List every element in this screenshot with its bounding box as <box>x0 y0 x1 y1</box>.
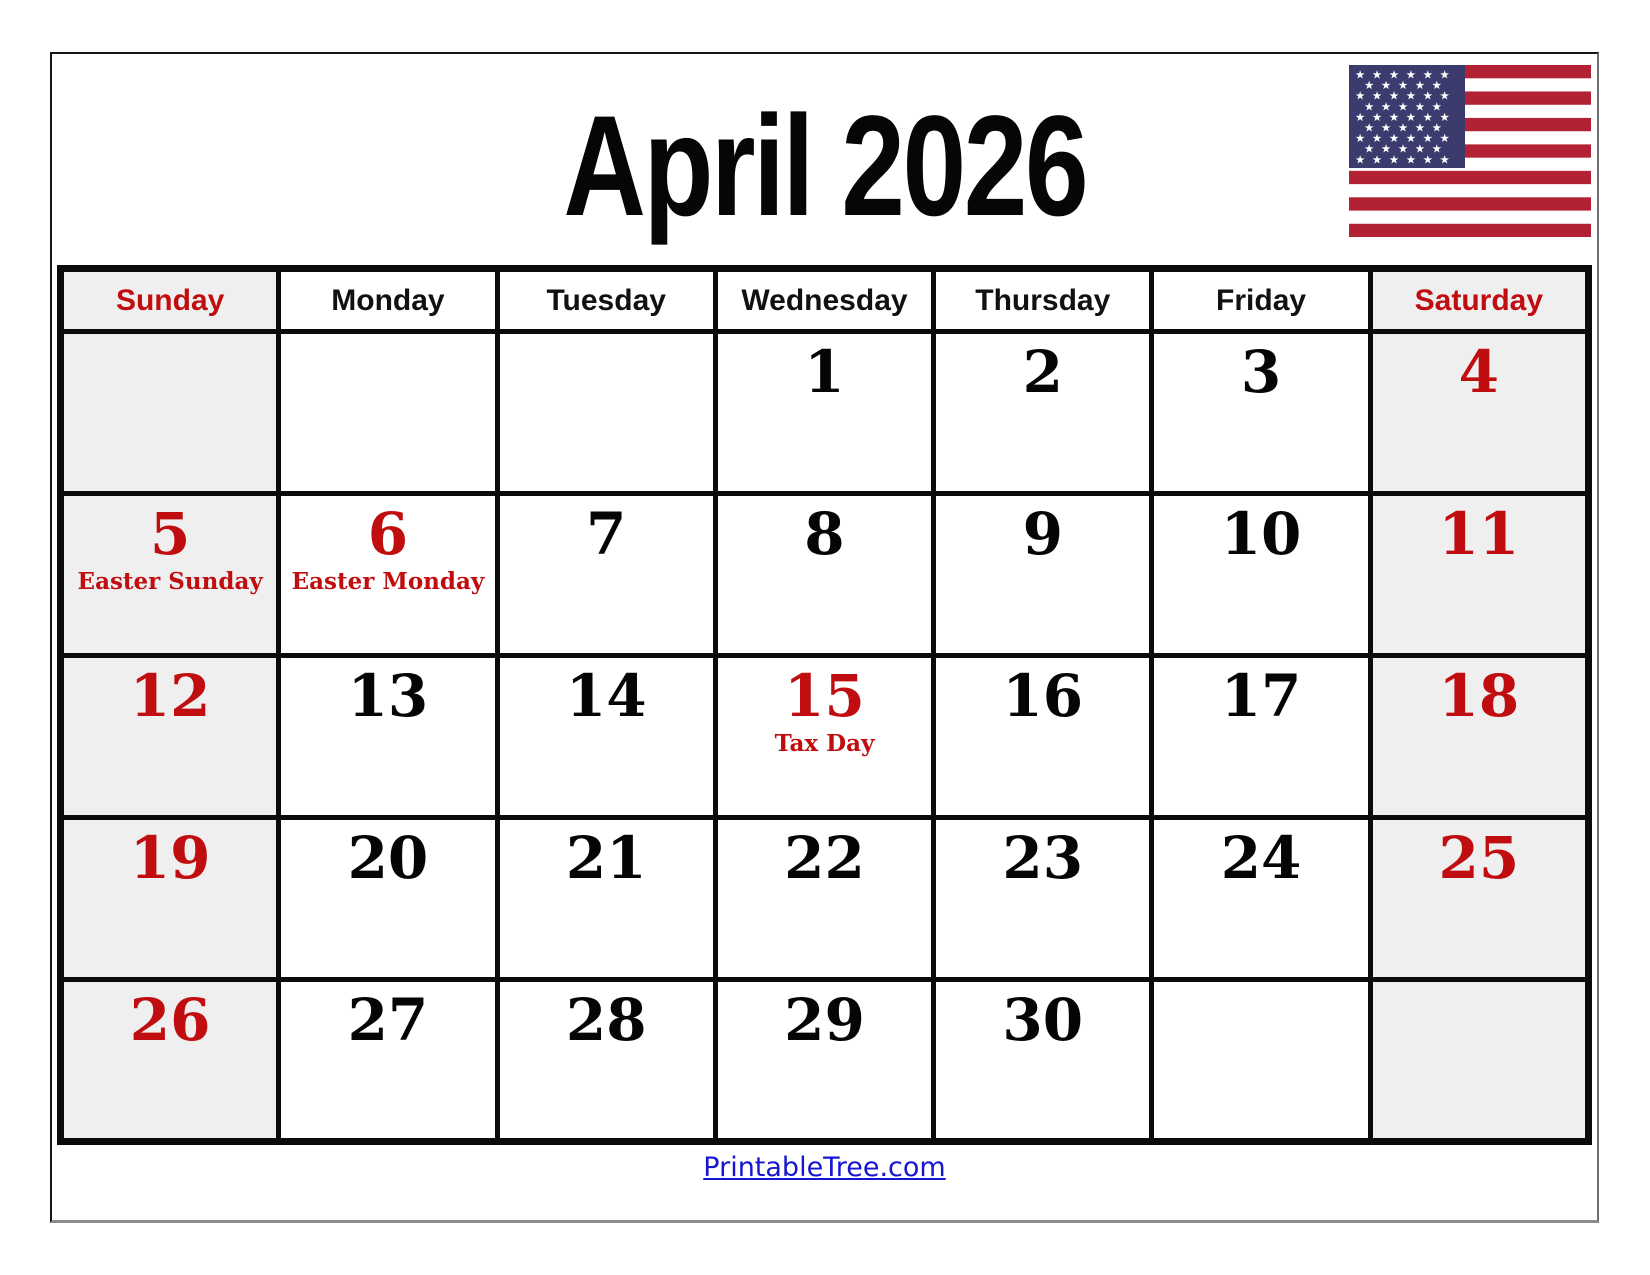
day-cell <box>497 494 715 656</box>
day-number: 9 <box>1022 500 1063 568</box>
day-number: 18 <box>1438 662 1520 730</box>
holiday-label: Easter Monday <box>291 568 485 596</box>
week-row <box>61 332 1589 494</box>
printabletree-link[interactable]: PrintableTree.com <box>703 1152 946 1183</box>
day-number: 26 <box>129 986 211 1054</box>
calendar-footer <box>52 1145 1597 1190</box>
day-cell <box>1152 818 1370 980</box>
day-number: 16 <box>1002 662 1084 730</box>
day-number: 12 <box>129 662 211 730</box>
day-cell <box>1370 656 1588 818</box>
weekday-header-tuesday: Tuesday <box>497 269 715 332</box>
day-cell <box>934 818 1152 980</box>
day-number: 27 <box>347 986 429 1054</box>
day-cell <box>497 332 715 494</box>
day-number: 14 <box>565 662 647 730</box>
week-row <box>61 494 1589 656</box>
day-number: 5 <box>149 500 191 568</box>
day-number: 30 <box>1002 986 1084 1054</box>
us-flag-icon <box>1349 65 1591 237</box>
day-cell <box>715 332 933 494</box>
holiday-label: Easter Sunday <box>77 568 263 596</box>
svg-text:★★★★★: ★★★★★ <box>1364 120 1449 135</box>
day-cell <box>1370 332 1588 494</box>
day-cell <box>934 980 1152 1142</box>
day-cell <box>1370 980 1588 1142</box>
page-title: April 2026 <box>563 87 1086 246</box>
day-number: 15 <box>784 662 865 730</box>
day-number: 2 <box>1022 338 1063 406</box>
day-number: 23 <box>1002 824 1084 892</box>
day-cell <box>1370 818 1588 980</box>
day-cell <box>934 332 1152 494</box>
svg-text:★★★★★★: ★★★★★★ <box>1355 67 1457 82</box>
holiday-label: Tax Day <box>774 730 875 758</box>
day-cell <box>279 332 497 494</box>
day-cell <box>934 494 1152 656</box>
day-number: 6 <box>367 500 409 568</box>
weekday-header-monday: Monday <box>279 269 497 332</box>
day-number: 1 <box>804 338 845 406</box>
day-number: 8 <box>804 500 845 568</box>
day-cell <box>497 980 715 1142</box>
day-cell <box>715 494 933 656</box>
day-cell <box>61 494 279 656</box>
weekday-header-sunday: Sunday <box>61 269 279 332</box>
day-number: 20 <box>347 824 429 892</box>
day-cell <box>715 656 933 818</box>
day-number: 22 <box>784 824 865 892</box>
day-cell <box>279 818 497 980</box>
day-cell <box>715 980 933 1142</box>
svg-text:★★★★★★: ★★★★★★ <box>1355 152 1457 167</box>
day-number: 25 <box>1438 824 1520 892</box>
day-cell <box>61 818 279 980</box>
weekday-header-friday: Friday <box>1152 269 1370 332</box>
day-cell <box>497 818 715 980</box>
day-cell <box>1370 494 1588 656</box>
calendar-table <box>57 265 1592 1145</box>
week-row <box>61 818 1589 980</box>
day-cell <box>715 818 933 980</box>
day-number: 24 <box>1220 824 1302 892</box>
day-cell <box>497 656 715 818</box>
day-number: 19 <box>129 824 211 892</box>
svg-text:★★★★★★: ★★★★★★ <box>1355 131 1457 146</box>
day-cell <box>1152 332 1370 494</box>
day-number: 10 <box>1220 500 1302 568</box>
svg-text:★★★★★: ★★★★★ <box>1364 78 1449 93</box>
week-row <box>61 980 1589 1142</box>
calendar-header <box>52 54 1597 265</box>
svg-text:★★★★★★: ★★★★★★ <box>1355 88 1457 103</box>
day-number: 11 <box>1438 500 1520 568</box>
calendar-page <box>50 52 1599 1223</box>
weekday-header-thursday: Thursday <box>934 269 1152 332</box>
weekday-header-wednesday: Wednesday <box>715 269 933 332</box>
svg-text:★★★★★★: ★★★★★★ <box>1355 109 1457 124</box>
day-cell <box>279 980 497 1142</box>
day-cell <box>1152 494 1370 656</box>
svg-text:★★★★★: ★★★★★ <box>1364 99 1449 114</box>
day-cell <box>279 494 497 656</box>
day-number: 29 <box>784 986 865 1054</box>
day-cell <box>1152 980 1370 1142</box>
weekday-header-row <box>61 269 1589 332</box>
day-number: 28 <box>565 986 647 1054</box>
week-row <box>61 656 1589 818</box>
day-number: 3 <box>1240 338 1282 406</box>
day-number: 21 <box>565 824 647 892</box>
day-cell <box>61 980 279 1142</box>
day-cell <box>1152 656 1370 818</box>
day-number: 7 <box>586 500 627 568</box>
day-number: 13 <box>347 662 429 730</box>
day-cell <box>934 656 1152 818</box>
day-cell <box>279 656 497 818</box>
weekday-header-saturday: Saturday <box>1370 269 1588 332</box>
svg-text:★★★★★: ★★★★★ <box>1364 141 1449 156</box>
day-cell <box>61 656 279 818</box>
day-cell <box>61 332 279 494</box>
day-number: 17 <box>1220 662 1302 730</box>
day-number: 4 <box>1458 338 1500 406</box>
